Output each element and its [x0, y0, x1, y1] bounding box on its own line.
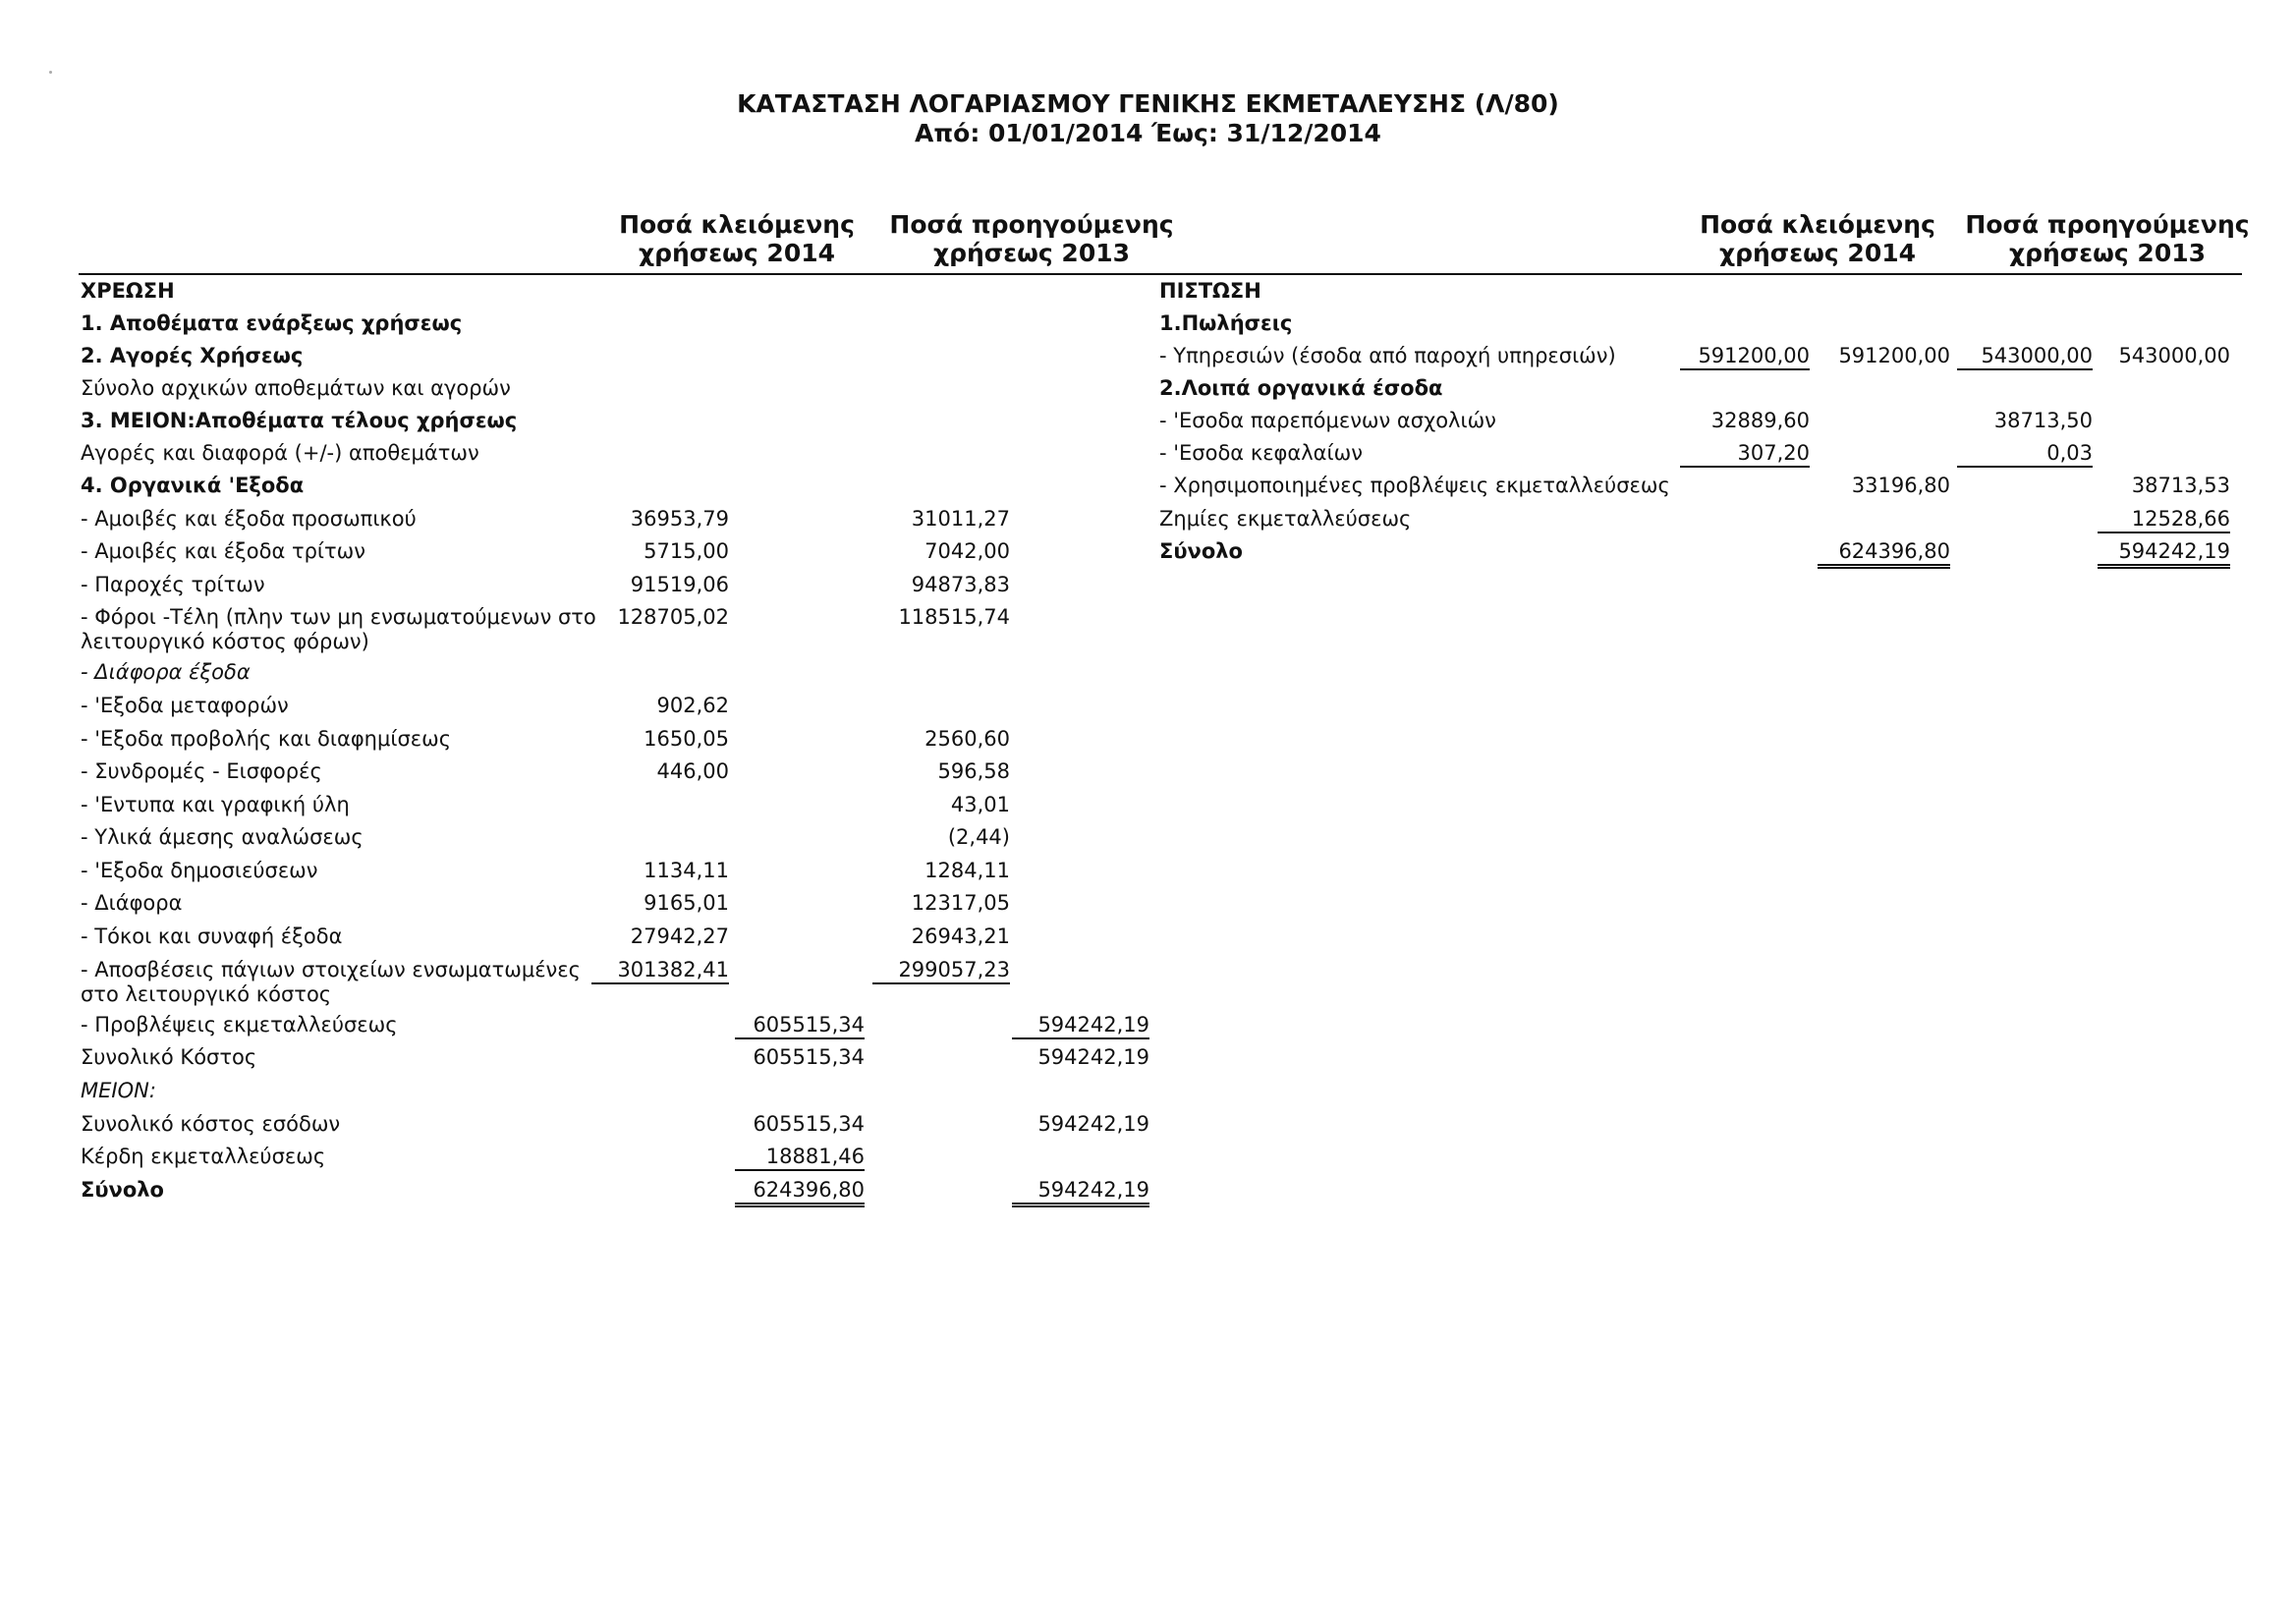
debit-total: 594242,19	[1037, 1045, 1149, 1069]
debit-row-label: - Παροχές τρίτων	[81, 573, 265, 596]
credit-total: 33196,80	[1851, 474, 1950, 497]
header-line: Ποσά προηγούμενης	[1965, 210, 2250, 239]
debit-row-label: 2. Αγορές Χρήσεως	[81, 344, 304, 367]
header-line: χρήσεως 2013	[2008, 239, 2207, 267]
credit-amount: 32889,60	[1710, 409, 1810, 432]
debit-row-label: - 'Εξοδα δημοσιεύσεων	[81, 859, 318, 882]
debit-total: 605515,34	[753, 1112, 865, 1136]
credit-row-label: - 'Εσοδα παρεπόμενων ασχολιών	[1159, 409, 1496, 432]
credit-heading: ΠΙΣΤΩΣΗ	[1159, 279, 1261, 303]
debit-amount: 94873,83	[911, 573, 1010, 596]
header-line: χρήσεως 2014	[1718, 239, 1917, 267]
debit-row-label: Κέρδη εκμεταλλεύσεως	[81, 1145, 326, 1168]
debit-row-label: Σύνολο	[81, 1178, 164, 1202]
credit-grand-total: 624396,80	[1818, 539, 1950, 569]
debit-amount: 301382,41	[591, 958, 729, 984]
debit-amount: 12317,05	[911, 891, 1010, 915]
debit-total: 594242,19	[1037, 1112, 1149, 1136]
credit-row-label: 1.Πωλήσεις	[1159, 311, 1293, 335]
debit-amount: 7042,00	[924, 539, 1010, 563]
debit-heading: ΧΡΕΩΣΗ	[81, 279, 175, 303]
header-line: χρήσεως 2014	[638, 239, 836, 267]
credit-row-label: - 'Εσοδα κεφαλαίων	[1159, 441, 1363, 465]
report-period: Από: 01/01/2014 Έως: 31/12/2014	[915, 119, 1381, 147]
credit-amount: 307,20	[1680, 441, 1810, 468]
credit-amount: 591200,00	[1680, 344, 1810, 370]
header-line: χρήσεως 2013	[932, 239, 1131, 267]
debit-grand-total: 594242,19	[1012, 1178, 1149, 1207]
report-title: ΚΑΤΑΣΤΑΣΗ ΛΟΓΑΡΙΑΣΜΟΥ ΓΕΝΙΚΗΣ ΕΚΜΕΤΑΛΕΥΣΗΣ (Λ/80)	[737, 89, 1559, 118]
credit-row-label: 2.Λοιπά οργανικά έσοδα	[1159, 376, 1443, 400]
debit-amount: 446,00	[656, 759, 729, 783]
debit-amount: 26943,21	[911, 924, 1010, 948]
debit-amount: 27942,27	[630, 924, 729, 948]
credit-total: 543000,00	[2118, 344, 2230, 367]
debit-total: 605515,34	[735, 1013, 865, 1039]
debit-col-current-header	[589, 210, 884, 267]
debit-amount: 118515,74	[898, 605, 1010, 629]
debit-amount: 2560,60	[924, 727, 1010, 751]
debit-amount: 43,01	[950, 793, 1010, 816]
credit-amount: 543000,00	[1957, 344, 2093, 370]
debit-grand-total: 624396,80	[735, 1178, 865, 1207]
header-line: Ποσά κλειόμενης	[1700, 210, 1935, 239]
debit-row-label: ΜΕΙΟΝ:	[81, 1079, 156, 1102]
debit-amount: 1134,11	[644, 859, 729, 882]
debit-row-label: 1. Αποθέματα ενάρξεως χρήσεως	[81, 311, 463, 335]
credit-row-label: - Υπηρεσιών (έσοδα από παροχή υπηρεσιών)	[1159, 344, 1616, 367]
credit-grand-total: 594242,19	[2098, 539, 2230, 569]
debit-row-label: - Υλικά άμεσης αναλώσεως	[81, 825, 364, 849]
credit-row-label: - Χρησιμοποιημένες προβλέψεις εκμεταλλεύσεως	[1159, 474, 1670, 497]
header-line: Ποσά κλειόμενης	[619, 210, 855, 239]
debit-row-label: - Αμοιβές και έξοδα τρίτων	[81, 539, 366, 563]
credit-total: 591200,00	[1838, 344, 1950, 367]
credit-amount: 38713,50	[1993, 409, 2093, 432]
debit-row-label: - 'Εξοδα προβολής και διαφημίσεως	[81, 727, 452, 751]
debit-amount: 9165,01	[644, 891, 729, 915]
debit-row-label: - Συνδρομές - Εισφορές	[81, 759, 322, 783]
credit-row-label: Σύνολο	[1159, 539, 1243, 563]
credit-total: 12528,66	[2098, 507, 2230, 533]
debit-row-label: - Προβλέψεις εκμεταλλεύσεως	[81, 1013, 398, 1036]
header-rule	[79, 273, 2242, 275]
credit-col-previous-header	[1950, 210, 2265, 267]
debit-total: 605515,34	[753, 1045, 865, 1069]
debit-row-label: - Φόροι -Τέλη (πλην των μη ενσωματούμενων στο λειτουργικό κόστος φόρων)	[81, 605, 596, 653]
debit-amount: 596,58	[937, 759, 1010, 783]
debit-row-label: - 'Εντυπα και γραφική ύλη	[81, 793, 350, 816]
debit-row-label: 3. ΜΕΙΟΝ:Αποθέματα τέλους χρήσεως	[81, 409, 518, 432]
debit-row-label: Συνολικό Κόστος	[81, 1045, 257, 1069]
credit-total: 38713,53	[2131, 474, 2230, 497]
debit-total: 594242,19	[1012, 1013, 1149, 1039]
debit-col-previous-header	[874, 210, 1189, 267]
debit-row-label: Σύνολο αρχικών αποθεμάτων και αγορών	[81, 376, 511, 400]
debit-amount: (2,44)	[947, 825, 1010, 849]
debit-amount: 299057,23	[872, 958, 1010, 984]
credit-row-label: Ζημίες εκμεταλλεύσεως	[1159, 507, 1412, 531]
debit-row-label: Αγορές και διαφορά (+/-) αποθεμάτων	[81, 441, 479, 465]
debit-row-label: - 'Εξοδα μεταφορών	[81, 694, 289, 717]
debit-amount: 91519,06	[630, 573, 729, 596]
debit-amount: 1650,05	[644, 727, 729, 751]
debit-row-label: - Αμοιβές και έξοδα προσωπικού	[81, 507, 417, 531]
debit-row-label: Συνολικό κόστος εσόδων	[81, 1112, 341, 1136]
header-line: Ποσά προηγούμενης	[889, 210, 1174, 239]
debit-row-label: 4. Οργανικά 'Εξοδα	[81, 474, 305, 497]
scan-speck	[49, 71, 52, 74]
debit-amount: 36953,79	[630, 507, 729, 531]
debit-row-label: - Τόκοι και συναφή έξοδα	[81, 924, 343, 948]
debit-total: 18881,46	[735, 1145, 865, 1171]
debit-row-label: - Αποσβέσεις πάγιων στοιχείων ενσωματωμένες στο λειτουργικό κόστος	[81, 958, 581, 1006]
credit-col-current-header	[1670, 210, 1965, 267]
debit-amount: 5715,00	[644, 539, 729, 563]
debit-amount: 902,62	[656, 694, 729, 717]
credit-amount: 0,03	[1957, 441, 2093, 468]
debit-row-label: - Διάφορα έξοδα	[81, 660, 251, 684]
debit-amount: 128705,02	[617, 605, 729, 629]
debit-row-label: - Διάφορα	[81, 891, 183, 915]
debit-amount: 31011,27	[911, 507, 1010, 531]
debit-amount: 1284,11	[924, 859, 1010, 882]
